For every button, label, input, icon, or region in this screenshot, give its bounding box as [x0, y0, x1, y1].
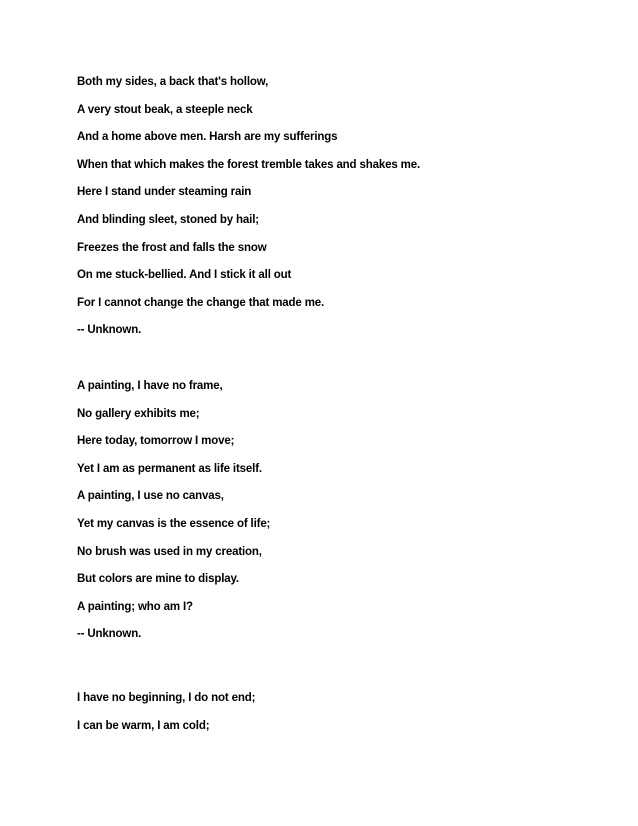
poem-line: Here I stand under steaming rain — [77, 186, 252, 199]
poem-line: No brush was used in my creation, — [77, 545, 262, 558]
poem-line: I have no beginning, I do not end; — [77, 692, 256, 704]
poem-line: Yet my canvas is the essence of life; — [77, 517, 271, 530]
poem-line: When that which makes the forest tremble takes and shakes me. — [77, 158, 420, 171]
poem-line: On me stuck-bellied. And I stick it all out — [77, 269, 292, 282]
poem-line: Both my sides, a back that's hollow, — [77, 76, 269, 88]
riddle-stanza — [77, 376, 270, 652]
poem-line: Freezes the frost and falls the snow — [77, 241, 267, 254]
poem-attribution: -- Unknown. — [77, 628, 142, 641]
poem-line: A painting, I have no frame, — [77, 380, 223, 392]
riddle-stanza — [77, 72, 420, 348]
poem-line: For I cannot change the change that made me. — [77, 296, 325, 309]
poem-line: No gallery exhibits me; — [77, 407, 200, 420]
poem-line: A painting, I use no canvas, — [77, 490, 224, 503]
poem-line: And a home above men. Harsh are my sufferings — [77, 131, 338, 144]
poem-line: Here today, tomorrow I move; — [77, 435, 235, 448]
poem-line: And blinding sleet, stoned by hail; — [77, 213, 259, 226]
poem-line: Yet I am as permanent as life itself. — [77, 462, 262, 475]
riddle-stanza — [77, 688, 255, 743]
poem-line: A very stout beak, a steeple neck — [77, 103, 253, 116]
poem-attribution: -- Unknown. — [77, 324, 142, 337]
poem-line: A painting; who am I? — [77, 600, 193, 613]
poem-line: I can be warm, I am cold; — [77, 719, 210, 732]
poem-line: But colors are mine to display. — [77, 573, 239, 586]
